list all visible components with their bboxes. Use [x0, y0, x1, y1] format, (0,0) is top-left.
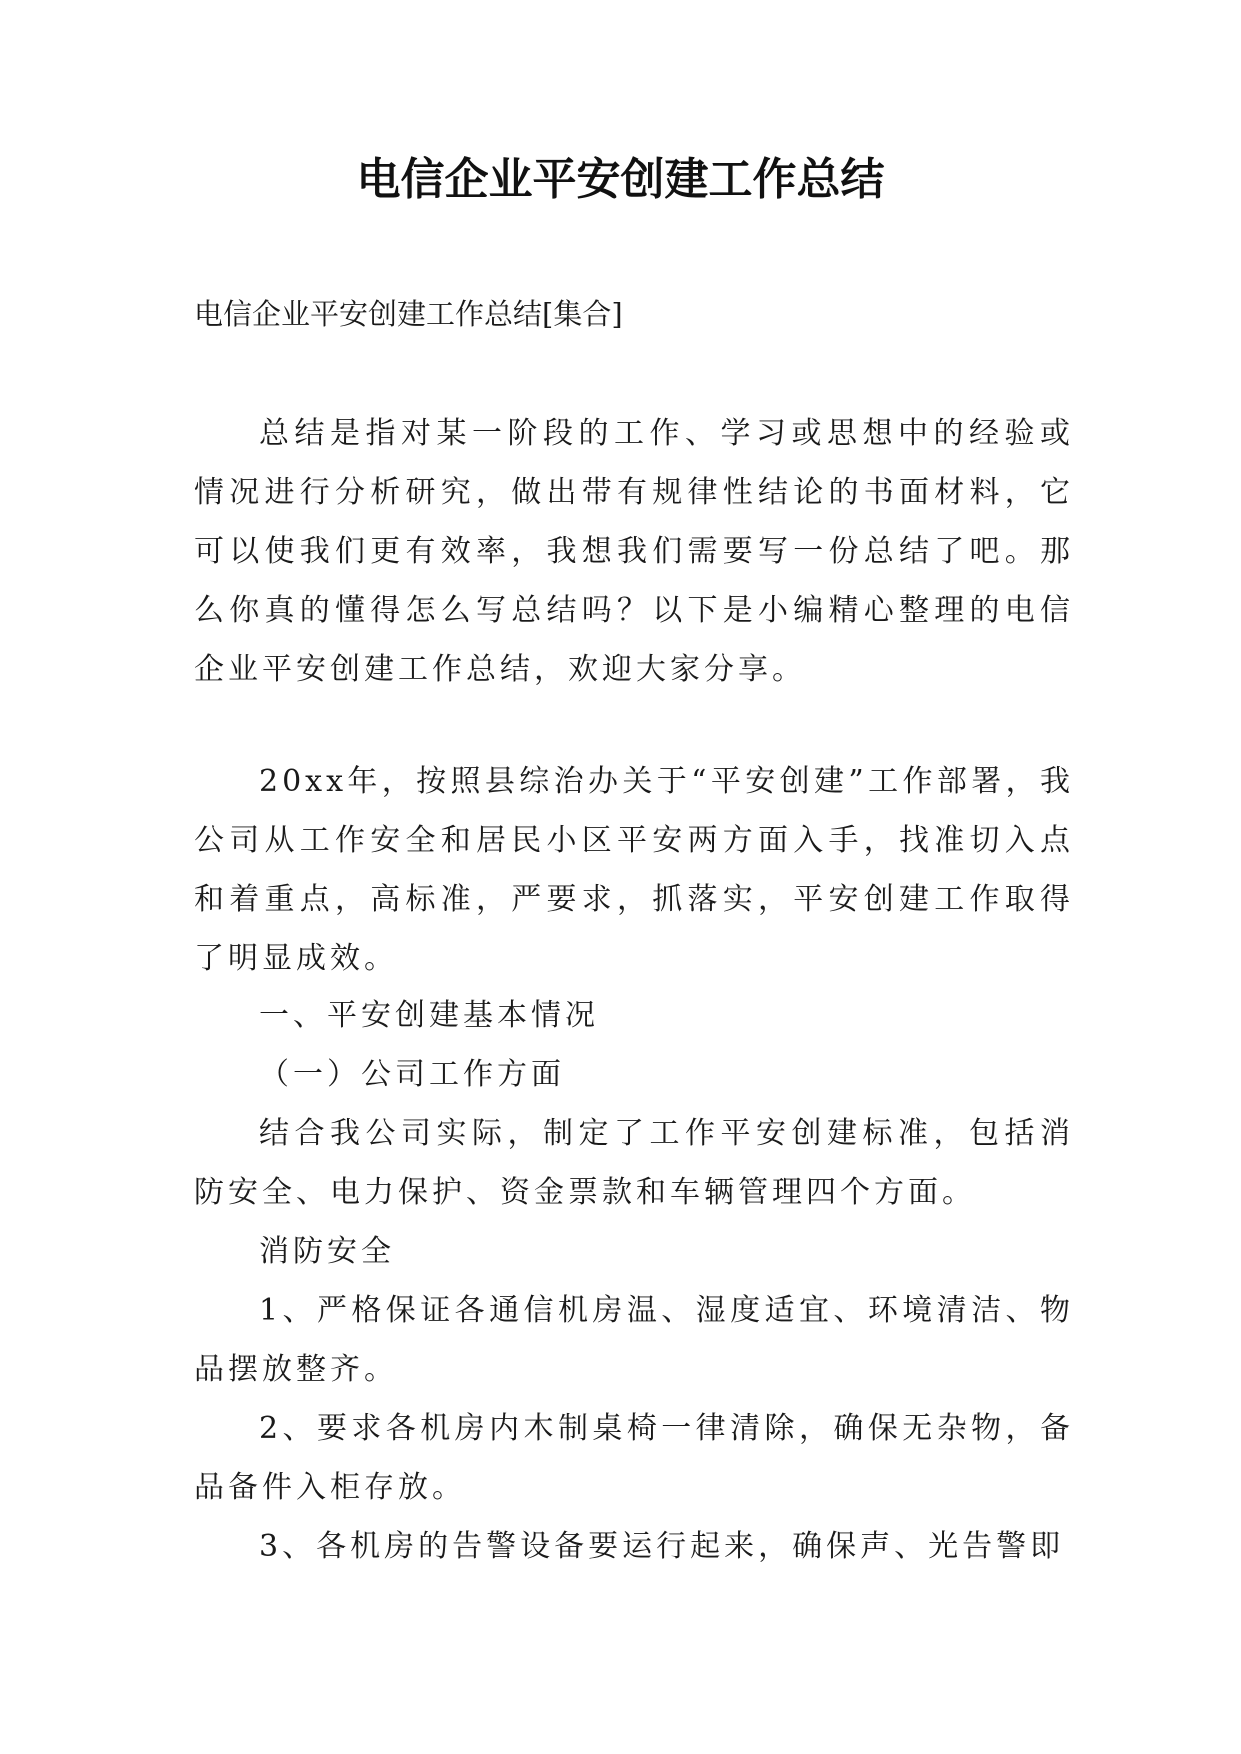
section-heading-1: 一、平安创建基本情况 [259, 998, 599, 1033]
intro-paragraph: 总结是指对某一阶段的工作、学习或思想中的经验或情况进行分析研究，做出带有规律性结论的书面材料，它可以使我们更有效率，我想我们需要写一份总结了吧。那么你真的懂得怎么写总结吗？以下是小编精心整理的电信企业平安创建工作总结，欢迎大家分享。 [194, 416, 1074, 687]
section-heading-2: （一）公司工作方面 [259, 1057, 565, 1092]
section-heading-3: 消防安全 [259, 1234, 395, 1269]
document-subtitle: 电信企业平安创建工作总结[集合] [194, 297, 623, 331]
paragraph-3: 结合我公司实际，制定了工作平安创建标准，包括消防安全、电力保护、资金票款和车辆管理四个方面。 [194, 1116, 1074, 1210]
list-item-3: 3、各机房的告警设备要运行起来，确保声、光告警即 [259, 1529, 1065, 1564]
paragraph-2: 20xx年，按照县综治办关于“平安创建”工作部署，我公司从工作安全和居民小区平安两方面入手，找准切入点和着重点，高标准，严要求，抓落实，平安创建工作取得了明显成效。 [194, 764, 1074, 976]
document-title: 电信企业平安创建工作总结 [356, 154, 885, 205]
list-item-2: 2、要求各机房内木制桌椅一律清除，确保无杂物，备品备件入柜存放。 [194, 1411, 1074, 1505]
list-item-1: 1、严格保证各通信机房温、湿度适宜、环境清洁、物品摆放整齐。 [194, 1293, 1074, 1387]
